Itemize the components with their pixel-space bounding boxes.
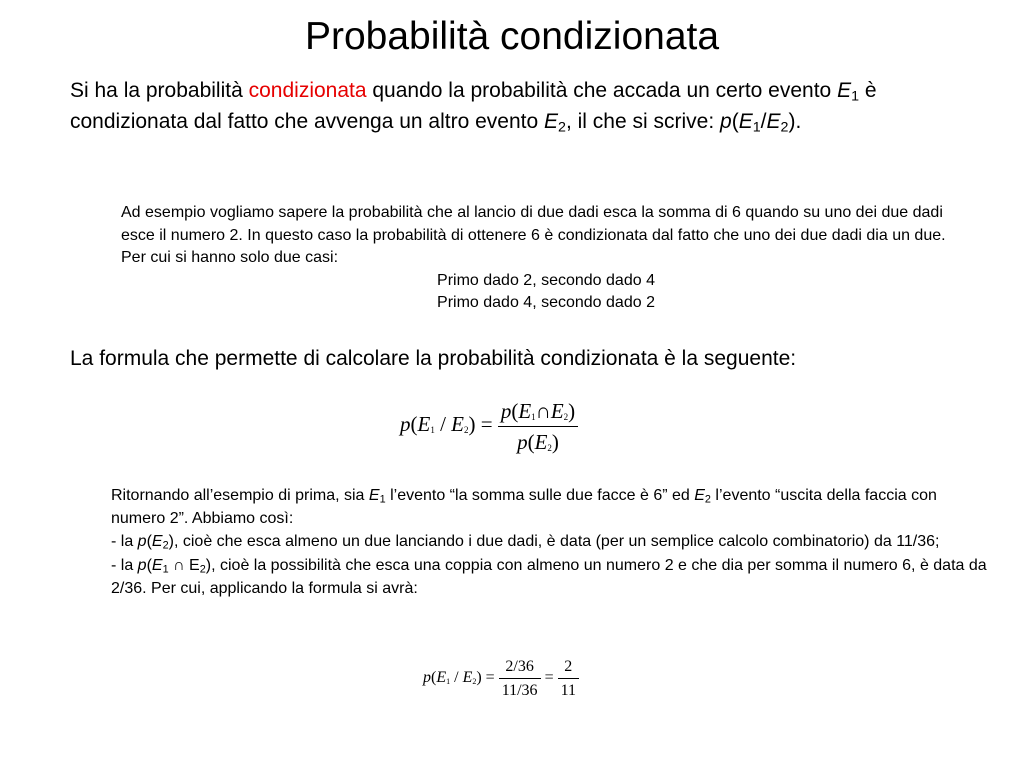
notation-e1: E xyxy=(738,109,753,133)
event-e1-subscript: 1 xyxy=(851,88,860,105)
intro-text-4: , il che si scrive: xyxy=(565,109,720,133)
f2-lhs xyxy=(423,669,495,686)
den-open: ( xyxy=(527,430,535,454)
return-c-e1-sub: 1 xyxy=(162,563,169,576)
return-c2: ), cioè la possibilità che esca una coppia con almeno un numero 2 e che dia per somma il numero 6, è data da 2/36. Per cui, applicando la formula si avrà: xyxy=(111,556,987,597)
return-a2: l’evento “la somma sulle due facce è 6” ed xyxy=(385,487,695,504)
fraction-denominator xyxy=(498,426,578,457)
return-b1: - la xyxy=(111,533,138,551)
fraction-numerator xyxy=(498,396,578,426)
return-e1-sub: 1 xyxy=(379,493,386,506)
den-e2-sub: 2 xyxy=(547,443,552,453)
num-e2: E xyxy=(550,399,564,423)
f1-e1-sub: 1 xyxy=(430,425,435,436)
formula-intro-text: La formula che permette di calcolare la probabilità condizionata è la seguente: xyxy=(70,347,797,370)
f2-slash: / xyxy=(450,669,463,687)
return-c-e2-sub: 2 xyxy=(199,563,206,576)
den-p: p xyxy=(517,430,528,454)
den-close: ) xyxy=(551,430,559,454)
notation-open: ( xyxy=(731,109,739,133)
notation-close: ) xyxy=(788,109,796,133)
f2-fraction-1 xyxy=(499,655,541,702)
notation-e1-sub: 1 xyxy=(752,119,761,136)
f2-open: ( xyxy=(431,669,437,687)
example-application-paragraph xyxy=(111,484,991,600)
f1-open: ( xyxy=(410,412,418,437)
f2-p: p xyxy=(423,669,431,687)
highlight-word: condizionata xyxy=(248,79,367,102)
return-c1: - la xyxy=(111,556,138,574)
return-c-e2: E xyxy=(189,556,200,574)
return-b-open: ( xyxy=(146,533,152,551)
return-line-a xyxy=(111,484,991,530)
numeric-result-formula xyxy=(423,655,579,702)
return-b-e-sub: 2 xyxy=(162,540,169,553)
num-e2-sub: 2 xyxy=(563,412,569,422)
f2-e1-sub: 1 xyxy=(446,677,451,687)
formula-lhs xyxy=(400,412,493,436)
f2-num-2: 2 xyxy=(564,658,573,675)
notation-e2-sub: 2 xyxy=(780,119,789,136)
f1-slash: / xyxy=(434,412,452,437)
num-close: ) xyxy=(568,399,576,423)
return-b-e: E xyxy=(151,533,163,551)
return-c-cap: ∩ xyxy=(168,556,190,574)
event-e2-symbol: E xyxy=(544,109,559,133)
return-line-b xyxy=(111,530,991,553)
intro-text-1: Si ha la probabilità xyxy=(70,79,249,102)
f2-fraction-2 xyxy=(558,655,579,702)
f2-e1: E xyxy=(436,669,447,687)
f1-p: p xyxy=(400,412,411,437)
f2-e2: E xyxy=(462,669,473,687)
event-e1-symbol: E xyxy=(837,79,852,102)
f2-close-eq: ) = xyxy=(476,669,495,687)
example-paragraph xyxy=(121,202,971,315)
return-e1: E xyxy=(368,487,380,504)
notation-p: p xyxy=(720,109,732,133)
return-e2-sub: 2 xyxy=(704,493,711,506)
f2-den-2: 11 xyxy=(558,678,579,702)
den-e2: E xyxy=(534,430,548,454)
return-a1: Ritornando all’esempio di prima, sia xyxy=(111,487,369,504)
formula-fraction xyxy=(498,396,578,457)
f2-equals: = xyxy=(540,669,558,687)
f2-num-1: 2/36 xyxy=(505,658,534,675)
num-e1: E xyxy=(518,399,532,423)
example-text: Ad esempio vogliamo sapere la probabilità che al lancio di due dadi esca la somma di 6 quando su uno dei due dadi esce il numero 2. In questo caso la probabilità di ottenere 6 è condizionata dal fatto che uno dei due dadi dia un due. Per cui si hanno solo due casi: xyxy=(121,204,946,266)
return-b2: ), cioè che esca almeno un due lanciando i due dadi, è data (per un semplice calcolo combinatorio) da 11/36; xyxy=(168,533,940,551)
example-case-2: Primo dado 4, secondo dado 2 xyxy=(437,294,655,311)
intro-end: . xyxy=(795,109,802,133)
f2-den-1: 11/36 xyxy=(499,678,541,702)
return-c-open: ( xyxy=(146,556,152,574)
f1-e2-sub: 2 xyxy=(464,425,469,436)
return-b-p: p xyxy=(137,533,147,551)
event-e2-subscript: 2 xyxy=(558,119,566,136)
num-p: p xyxy=(500,399,512,423)
intro-paragraph xyxy=(70,76,970,137)
f1-e2: E xyxy=(451,412,464,437)
return-a3: l’evento “uscita della faccia con numero 2”. Abbiamo così: xyxy=(111,487,937,528)
intro-text-3: è condizionata dal fatto che avvenga un altro evento xyxy=(70,79,877,133)
f1-e1: E xyxy=(417,412,431,437)
f1-close-eq: ) = xyxy=(468,412,493,437)
notation-e2: E xyxy=(766,109,781,133)
conditional-probability-formula xyxy=(400,396,578,457)
return-c-p: p xyxy=(137,556,147,574)
num-open: ( xyxy=(511,399,519,423)
return-c-e1: E xyxy=(151,556,163,574)
return-line-c xyxy=(111,554,991,600)
example-case-1: Primo dado 2, secondo dado 4 xyxy=(437,271,655,289)
return-e2: E xyxy=(694,487,705,504)
intersection-symbol: ∩ xyxy=(535,399,551,423)
num-e1-sub: 1 xyxy=(531,412,536,422)
intro-text-2: quando la probabilità che accada un certo evento xyxy=(366,79,838,102)
slide-title: Probabilità condizionata xyxy=(304,15,720,58)
notation-slash: / xyxy=(760,109,767,133)
f2-e2-sub: 2 xyxy=(472,677,477,687)
